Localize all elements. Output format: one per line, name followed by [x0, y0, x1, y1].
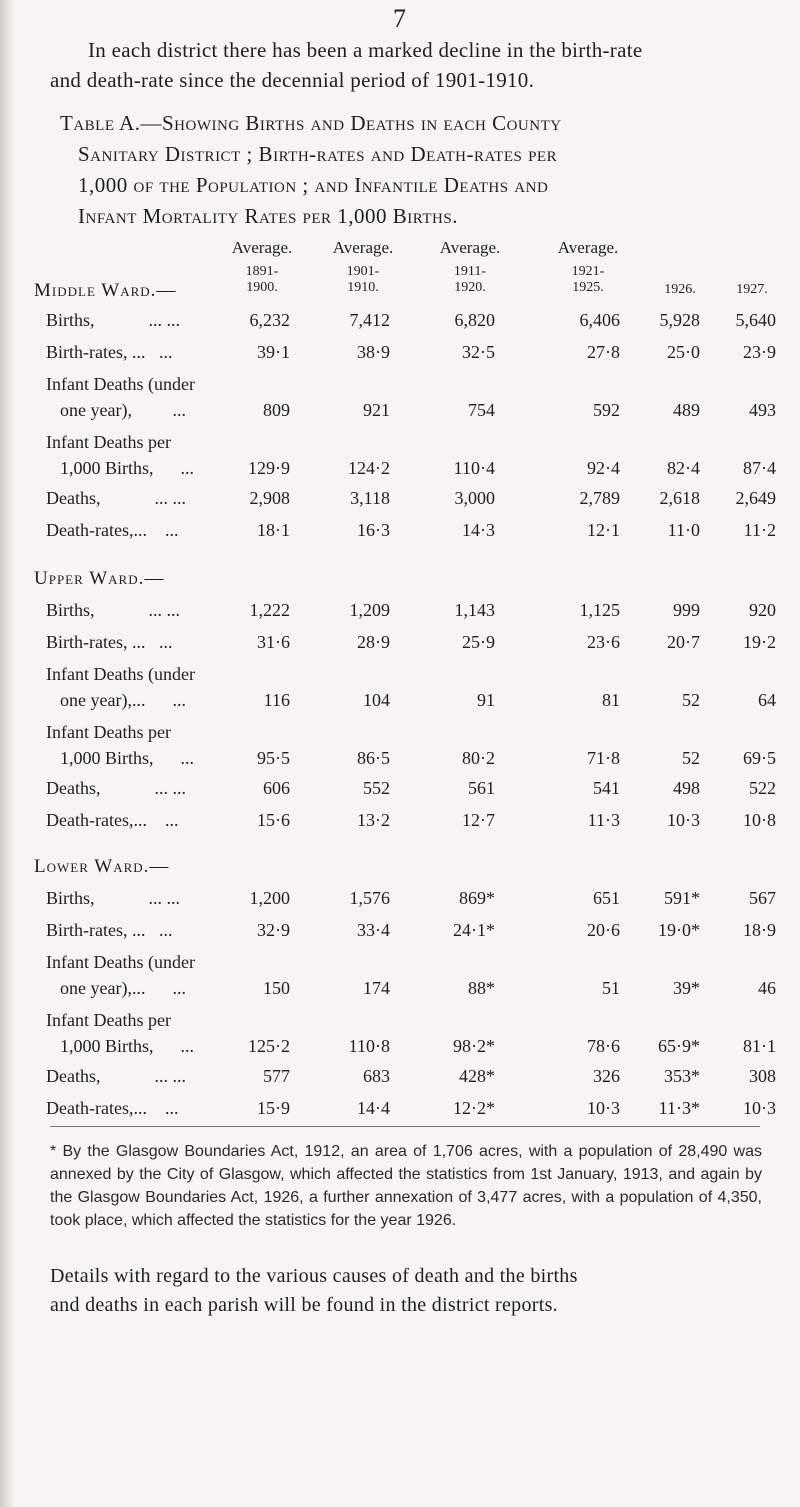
table-cell: 39* [673, 978, 700, 998]
table-cell: 16·3 [357, 520, 390, 540]
table-cell: 11·3 [587, 810, 620, 830]
table-cell: 65·9* [658, 1036, 700, 1056]
column-header-year: 1926. [664, 282, 696, 297]
table-cell: 1,143 [454, 600, 495, 620]
table-cell: 15·9 [257, 1098, 290, 1118]
row-label-first-line: Infant Deaths per [46, 1010, 171, 1030]
row-label: one year),... ... [60, 978, 186, 998]
table-cell: 12·7 [462, 810, 495, 830]
column-header-sub: 1901- [346, 264, 380, 279]
table-row [0, 310, 800, 340]
table-cell: 14·3 [462, 520, 495, 540]
column-header-top: Average. [557, 238, 619, 257]
table-cell: 95·5 [257, 748, 290, 768]
closing-line: and deaths in each parish will be found in the district reports. [50, 1294, 558, 1316]
table-cell: 5,928 [659, 310, 700, 330]
table-row [0, 722, 800, 778]
intro-line: In each district there has been a marked decline in the birth-rate [88, 38, 643, 62]
table-cell: 493 [749, 400, 776, 420]
row-label-first-line: Infant Deaths per [46, 432, 171, 452]
table-cell: 11·0 [667, 520, 700, 540]
table-cell: 11·3* [658, 1098, 700, 1118]
table-cell: 15·6 [257, 810, 290, 830]
column-header-top: Average. [332, 238, 394, 257]
table-cell: 522 [749, 778, 776, 798]
row-label: one year),... ... [60, 690, 186, 710]
table-cell: 116 [263, 690, 290, 710]
intro-line: and death-rate since the decennial period of 1901-1910. [50, 68, 535, 92]
row-label: Death-rates,... ... [46, 520, 179, 540]
column-header-sub: 1911- [453, 264, 487, 279]
table-cell: 91 [477, 690, 495, 710]
closing-paragraph [50, 1262, 770, 1320]
intro-paragraph [50, 35, 770, 95]
table-cell: 52 [682, 748, 700, 768]
table-cell: 3,000 [454, 488, 495, 508]
table-cell: 754 [468, 400, 495, 420]
row-label: 1,000 Births, ... [60, 748, 195, 768]
table-row [0, 888, 800, 918]
row-label: Birth-rates, ... ... [46, 342, 173, 362]
ward-title: Lower Ward.— [34, 856, 170, 877]
table-cell: 19·2 [743, 632, 776, 652]
table-cell: 1,125 [579, 600, 620, 620]
table-cell: 809 [263, 400, 290, 420]
table-cell: 592 [593, 400, 620, 420]
row-label: Death-rates,... ... [46, 1098, 179, 1118]
ward-title: Middle Ward.— [34, 280, 177, 301]
column-header-top: Average. [439, 238, 501, 257]
table-row [0, 488, 800, 518]
table-cell: 25·0 [667, 342, 700, 362]
table-cell: 87·4 [743, 458, 776, 478]
table-cell: 1,222 [249, 600, 290, 620]
table-cell: 6,820 [454, 310, 495, 330]
table-row [0, 432, 800, 488]
table-bottom-rule [50, 1126, 760, 1127]
table-cell: 18·9 [743, 920, 776, 940]
table-cell: 28·9 [357, 632, 390, 652]
table-row [0, 810, 800, 840]
table-row [0, 952, 800, 1008]
row-label: Deaths, ... ... [46, 778, 186, 798]
column-header [323, 238, 403, 296]
table-cell: 11·2 [743, 520, 776, 540]
table-cell: 651 [593, 888, 620, 908]
row-label-first-line: Infant Deaths (under [46, 952, 195, 972]
ward-title: Upper Ward.— [34, 568, 165, 589]
table-row [0, 920, 800, 950]
table-cell: 2,789 [579, 488, 620, 508]
table-cell: 999 [673, 600, 700, 620]
page-number: 7 [393, 4, 407, 33]
table-cell: 353* [664, 1066, 700, 1086]
column-header [430, 238, 510, 296]
table-cell: 86·5 [357, 748, 390, 768]
table-cell: 92·4 [587, 458, 620, 478]
table-row [0, 1098, 800, 1128]
table-row [0, 632, 800, 662]
table-cell: 80·2 [462, 748, 495, 768]
table-cell: 5,640 [735, 310, 776, 330]
footnote: * By the Glasgow Boundaries Act, 1912, an area of 1,706 acres, with a population of 28,490 was annexed by the City of Glasgow, which affected the statistics from 1st January, 1913, and again by the Glasgow Boundaries Act, 1926, a further annexation of 3,477 acres, with a population of 4,350, took place, which affected the statistics for the year 1926. [50, 1143, 762, 1229]
table-row [0, 664, 800, 720]
column-header-sub: 1921- [571, 264, 605, 279]
table-cell: 2,618 [659, 488, 700, 508]
table-cell: 428* [459, 1066, 495, 1086]
table-cell: 308 [749, 1066, 776, 1086]
table-cell: 2,908 [249, 488, 290, 508]
table-cell: 489 [673, 400, 700, 420]
column-header-year: 1900. [246, 280, 278, 295]
table-cell: 20·7 [667, 632, 700, 652]
row-label: Deaths, ... ... [46, 1066, 186, 1086]
row-label: one year), ... [60, 400, 186, 420]
table-cell: 33·4 [357, 920, 390, 940]
table-cell: 6,406 [579, 310, 620, 330]
table-cell: 52 [682, 690, 700, 710]
table-cell: 110·4 [453, 458, 495, 478]
table-cell: 921 [363, 400, 390, 420]
table-cell: 24·1* [453, 920, 495, 940]
table-cell: 32·5 [462, 342, 495, 362]
row-label: 1,000 Births, ... [60, 1036, 195, 1056]
table-cell: 25·9 [462, 632, 495, 652]
table-cell: 104 [363, 690, 390, 710]
row-label: Death-rates,... ... [46, 810, 179, 830]
column-header-sub: 1891- [245, 264, 279, 279]
table-cell: 12·1 [587, 520, 620, 540]
table-heading [60, 108, 760, 232]
table-cell: 12·2* [453, 1098, 495, 1118]
row-label-first-line: Infant Deaths (under [46, 664, 195, 684]
table-cell: 561 [468, 778, 495, 798]
table-cell: 10·3 [667, 810, 700, 830]
column-header-year: 1920. [454, 280, 486, 295]
table-cell: 920 [749, 600, 776, 620]
table-cell: 567 [749, 888, 776, 908]
row-label: Births, ... ... [46, 600, 181, 620]
column-header-top: Average. [231, 238, 293, 257]
table-cell: 541 [593, 778, 620, 798]
column-header-year: 1927. [736, 282, 768, 297]
row-label-first-line: Infant Deaths per [46, 722, 171, 742]
table-cell: 81·1 [743, 1036, 776, 1056]
table-cell: 46 [758, 978, 776, 998]
table-cell: 71·8 [587, 748, 620, 768]
table-cell: 88* [468, 978, 495, 998]
table-cell: 129·9 [248, 458, 290, 478]
table-cell: 31·6 [257, 632, 290, 652]
row-label: Births, ... ... [46, 888, 181, 908]
table-cell: 23·6 [587, 632, 620, 652]
table-cell: 7,412 [349, 310, 390, 330]
table-cell: 1,576 [349, 888, 390, 908]
table-heading-line: Sanitary District ; Birth-rates and Death-rates per [78, 142, 558, 166]
table-cell: 82·4 [667, 458, 700, 478]
table-cell: 552 [363, 778, 390, 798]
table-cell: 869* [459, 888, 495, 908]
row-label: Birth-rates, ... ... [46, 920, 173, 940]
table-row [0, 374, 800, 430]
table-row [0, 520, 800, 550]
table-cell: 10·3 [743, 1098, 776, 1118]
table-cell: 23·9 [743, 342, 776, 362]
table-cell: 577 [263, 1066, 290, 1086]
table-cell: 81 [602, 690, 620, 710]
table-cell: 498 [673, 778, 700, 798]
column-header [222, 238, 302, 296]
table-cell: 20·6 [587, 920, 620, 940]
table-row [0, 1010, 800, 1066]
column-header [548, 238, 628, 296]
table-cell: 64 [758, 690, 776, 710]
table-cell: 14·4 [357, 1098, 390, 1118]
column-header [722, 282, 782, 298]
table-cell: 150 [263, 978, 290, 998]
table-cell: 1,209 [349, 600, 390, 620]
table-cell: 39·1 [257, 342, 290, 362]
table-cell: 19·0* [658, 920, 700, 940]
row-label: Birth-rates, ... ... [46, 632, 173, 652]
table-cell: 38·9 [357, 342, 390, 362]
table-cell: 98·2* [453, 1036, 495, 1056]
table-row [0, 778, 800, 808]
closing-line: Details with regard to the various causes of death and the births [50, 1265, 578, 1287]
table-cell: 18·1 [257, 520, 290, 540]
table-cell: 2,649 [735, 488, 776, 508]
table-row [0, 1066, 800, 1096]
table-cell: 1,200 [249, 888, 290, 908]
table-cell: 125·2 [248, 1036, 290, 1056]
table-cell: 13·2 [357, 810, 390, 830]
table-heading-line: Infant Mortality Rates per 1,000 Births. [78, 204, 458, 228]
table-cell: 10·8 [743, 810, 776, 830]
column-header-year: 1925. [572, 280, 604, 295]
table-cell: 683 [363, 1066, 390, 1086]
table-heading-line: 1,000 of the Population ; and Infantile Deaths and [78, 173, 549, 197]
column-header [650, 282, 710, 298]
column-header-year: 1910. [347, 280, 379, 295]
table-heading-line: Table A.—Showing Births and Deaths in each County [60, 111, 562, 135]
table-cell: 606 [263, 778, 290, 798]
table-cell: 69·5 [743, 748, 776, 768]
table-cell: 32·9 [257, 920, 290, 940]
table-cell: 6,232 [249, 310, 290, 330]
row-label-first-line: Infant Deaths (under [46, 374, 195, 394]
table-row [0, 600, 800, 630]
table-cell: 51 [602, 978, 620, 998]
table-row [0, 342, 800, 372]
row-label: 1,000 Births, ... [60, 458, 195, 478]
table-cell: 124·2 [348, 458, 390, 478]
table-cell: 27·8 [587, 342, 620, 362]
table-cell: 3,118 [350, 488, 390, 508]
table-cell: 591* [664, 888, 700, 908]
table-cell: 326 [593, 1066, 620, 1086]
row-label: Deaths, ... ... [46, 488, 186, 508]
row-label: Births, ... ... [46, 310, 181, 330]
table-cell: 174 [363, 978, 390, 998]
table-cell: 110·8 [348, 1036, 390, 1056]
table-cell: 78·6 [587, 1036, 620, 1056]
table-cell: 10·3 [587, 1098, 620, 1118]
